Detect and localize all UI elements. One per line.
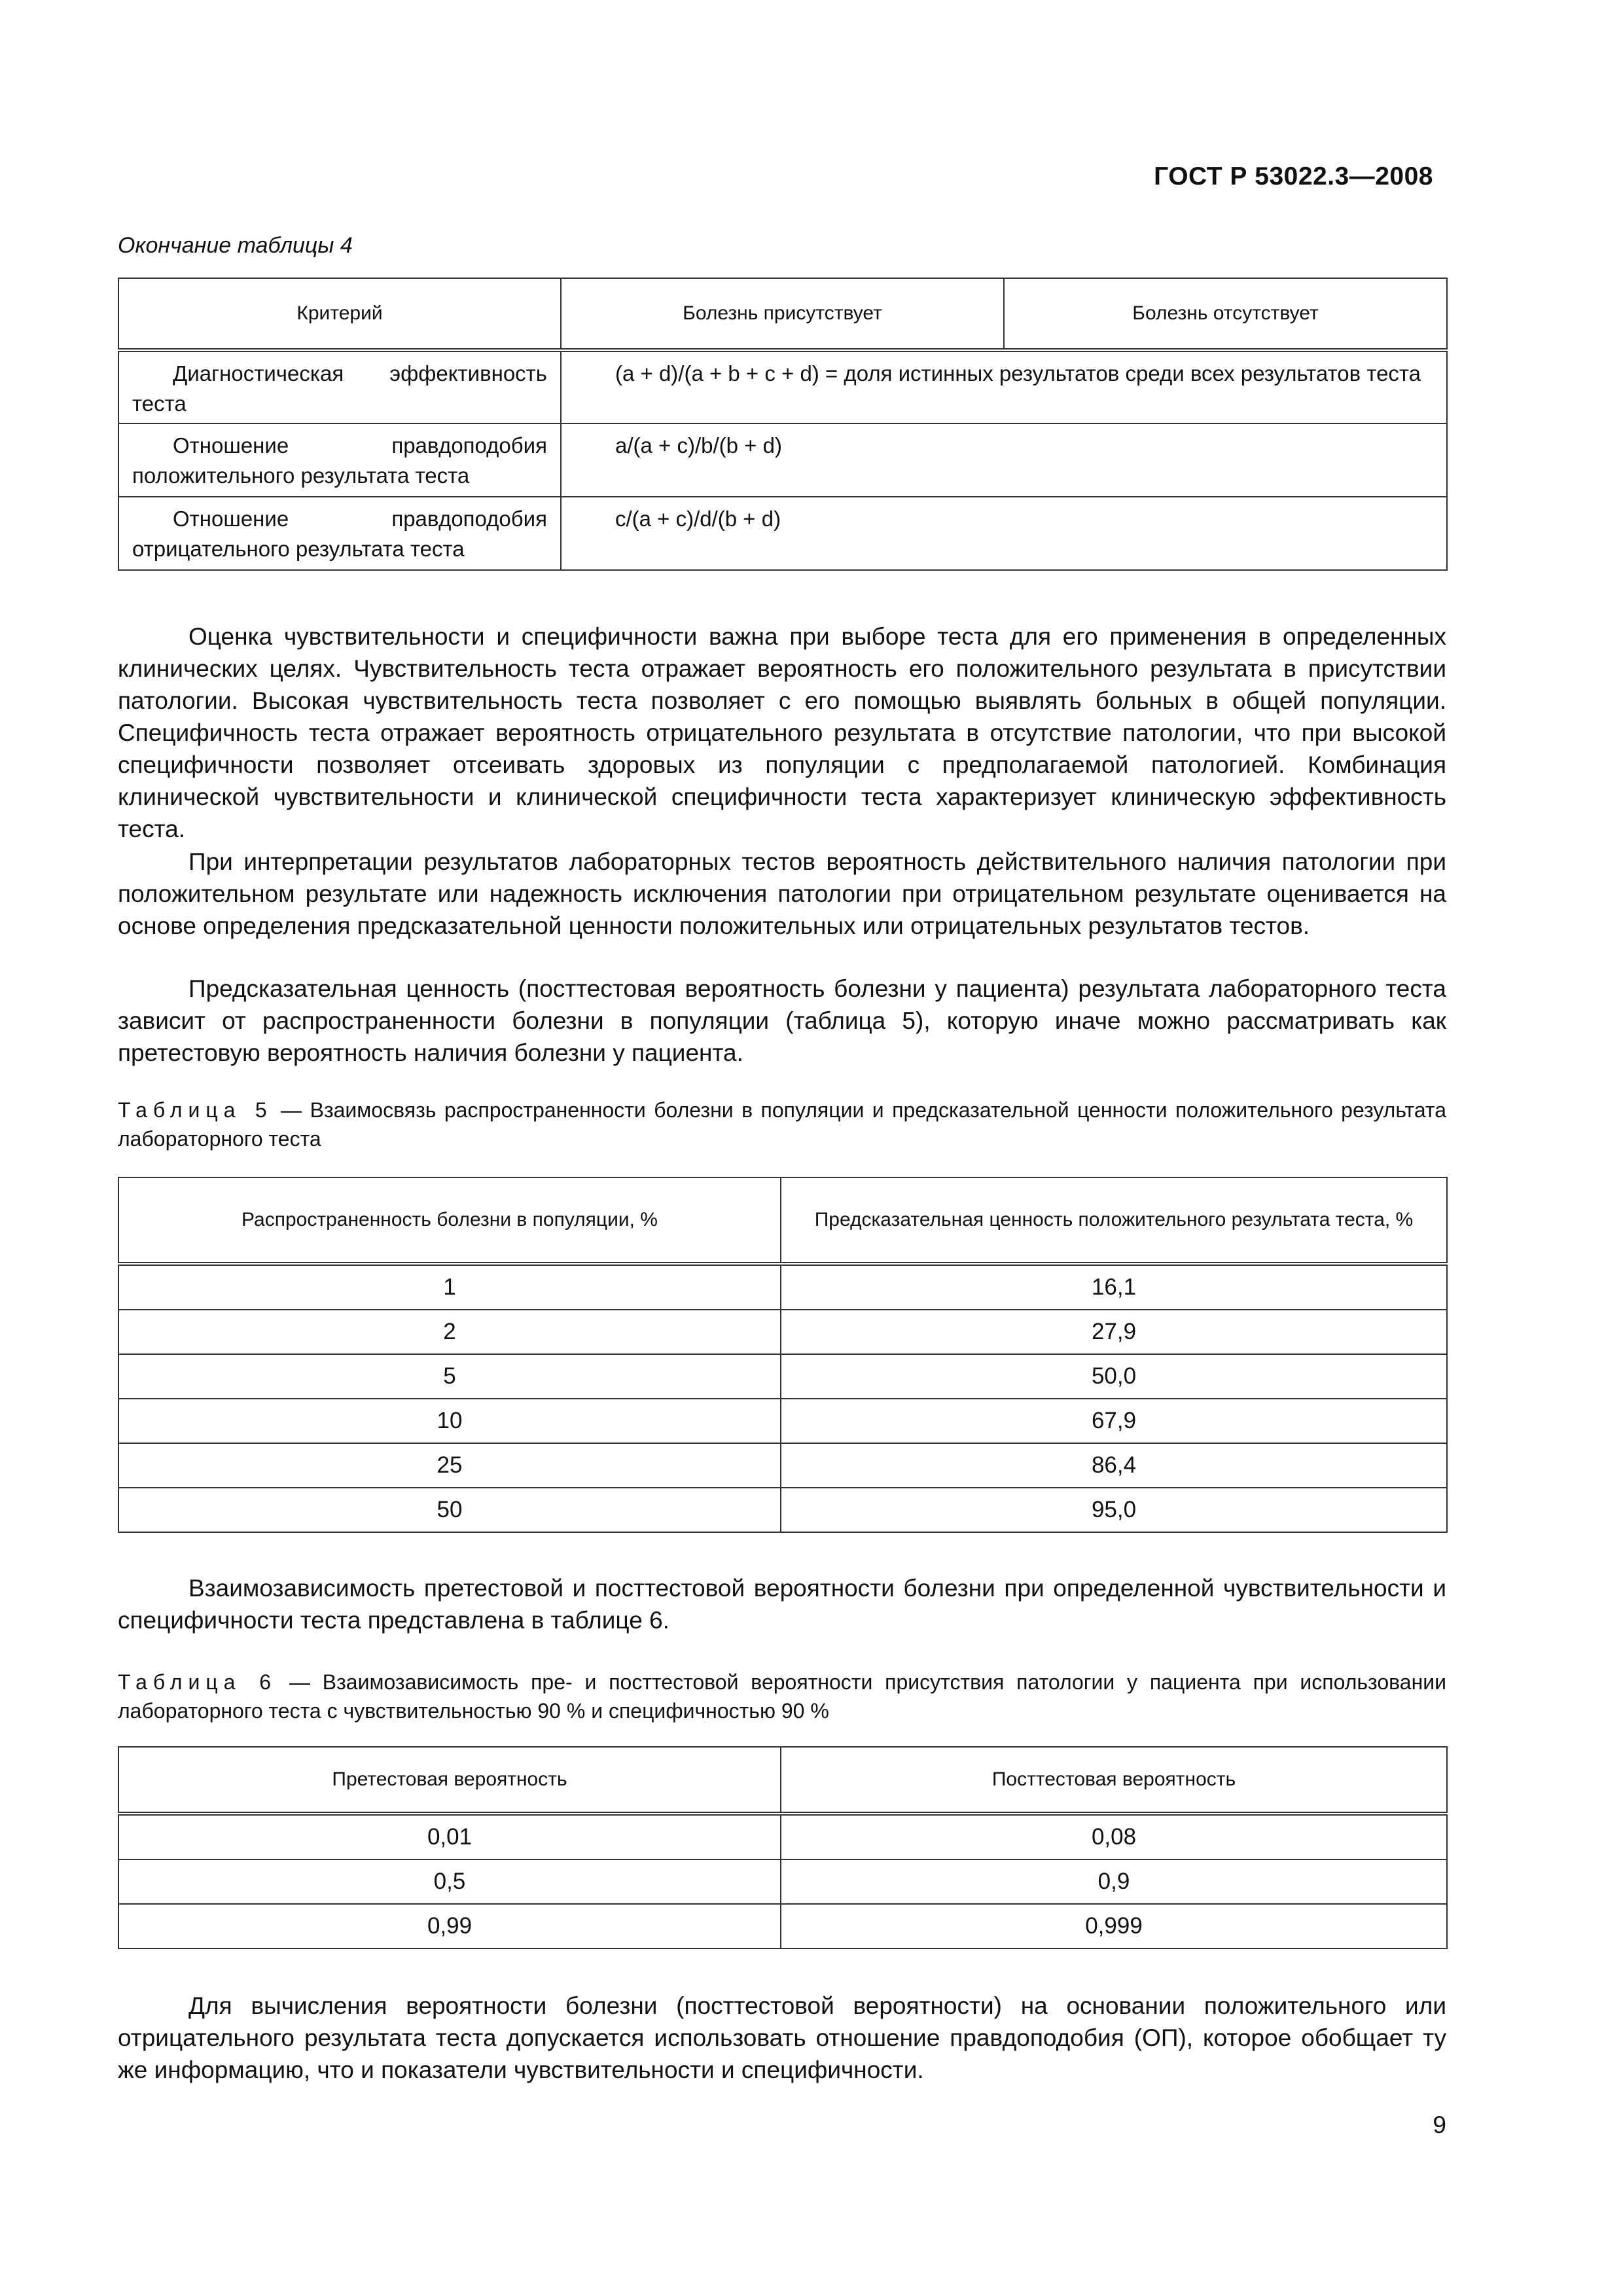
table-row: [118, 1814, 1447, 1859]
table6-cell: 0,99: [118, 1904, 781, 1948]
table5-header-cell: Распространенность болезни в популяции, %: [118, 1177, 781, 1264]
document-id: ГОСТ Р 53022.3—2008: [1154, 162, 1433, 190]
table-row: [118, 1310, 1447, 1354]
table6-header-row: [118, 1747, 1447, 1814]
paragraph-interpretation: При интерпретации результатов лабораторных тестов вероятность действительного наличия патологии при положительном результате или надежность исключения патологии при отрицательном результате оценивается на основе определения предсказательной ценности положительных или отрицательных результатов тестов.: [118, 848, 1446, 939]
table6-cell: 0,999: [781, 1904, 1447, 1948]
table6-cell: 0,5: [118, 1859, 781, 1904]
table6-cell: 0,01: [118, 1814, 781, 1859]
table5-cell: 50,0: [781, 1354, 1447, 1399]
table6-caption-text: — Взаимозависимость пре- и посттестовой вероятности присутствия патологии у пациента при использовании лабораторного теста с чувствительностью 90 % и специфичностью 90 %: [118, 1670, 1447, 1723]
table6-header-cell: Посттестовая вероятность: [781, 1747, 1447, 1814]
table5-cell: 1: [118, 1264, 781, 1310]
table5-header-cell: Предсказательная ценность положительного результата теста, %: [781, 1177, 1447, 1264]
paragraph-likelihood-ratio: Для вычисления вероятности болезни (посттестовой вероятности) на основании положительного или отрицательного результата теста допускается использовать отношение правдоподобия (ОП), которое обобщает ту же информацию, что и показатели чувствительности и специфичности.: [118, 1992, 1446, 2083]
table4-formula-cell: a/(a + c)/b/(b + d): [561, 423, 1447, 497]
table6-caption-label: Таблица 6: [118, 1670, 277, 1694]
table5: [118, 1177, 1448, 1533]
table5-cell: 2: [118, 1310, 781, 1354]
paragraph-sensitivity: Оценка чувствительности и специфичности важна при выборе теста для его применения в определенных клинических целях. Чувствительность теста отражает вероятность его положительного результата в присутствии патологии. Высокая чувствительность теста позволяет с его помощью выявлять больных в общей популяции. Специфичность теста отражает вероятность отрицательного результата в отсутствие патологии, что при высокой специфичности позволяет отсеивать здоровых из популяции с предполагаемой патологией. Комбинация клинической чувствительности и клинической специфичности теста характеризует клиническую эффективность теста.: [118, 623, 1446, 842]
table6-cell: 0,9: [781, 1859, 1447, 1904]
table4-criterion-cell: Диагностическая эффективность теста: [118, 350, 561, 423]
table4-row: [118, 497, 1447, 570]
table4-row: [118, 423, 1447, 497]
table5-cell: 50: [118, 1488, 781, 1532]
table5-cell: 25: [118, 1443, 781, 1488]
table-row: [118, 1264, 1447, 1310]
table5-caption-text: — Взаимосвязь распространенности болезни в популяции и предсказательной ценности положительного результата лабораторного теста: [118, 1098, 1447, 1151]
table4-criterion-cell: Отношение правдоподобия отрицательного результата теста: [118, 497, 561, 570]
table5-cell: 86,4: [781, 1443, 1447, 1488]
table5-cell: 16,1: [781, 1264, 1447, 1310]
table5-cell: 95,0: [781, 1488, 1447, 1532]
table4-row: [118, 350, 1447, 423]
table4-formula-cell: c/(a + c)/d/(b + d): [561, 497, 1447, 570]
table6-caption: [118, 1668, 1446, 1725]
page-number: 9: [1433, 2111, 1446, 2138]
paragraph-predictive-value: Предсказательная ценность (посттестовая вероятность болезни у пациента) результата лабораторного теста зависит от распространенности болезни в популяции (таблица 5), которую иначе можно рассматривать как претестовую вероятность наличия болезни у пациента.: [118, 975, 1446, 1066]
table4-continuation-label: Окончание таблицы 4: [118, 233, 353, 258]
table5-header-row: [118, 1177, 1447, 1264]
table5-caption-label: Таблица 5: [118, 1098, 273, 1122]
table4-header-row: [118, 278, 1447, 350]
table5-caption: [118, 1096, 1446, 1153]
table5-cell: 10: [118, 1399, 781, 1443]
table-row: [118, 1859, 1447, 1904]
table6-cell: 0,08: [781, 1814, 1447, 1859]
table5-cell: 5: [118, 1354, 781, 1399]
table-row: [118, 1904, 1447, 1948]
table4-criterion-cell: Отношение правдоподобия положительного результата теста: [118, 423, 561, 497]
table4-header-cell: Критерий: [118, 278, 561, 350]
table6-header-cell: Претестовая вероятность: [118, 1747, 781, 1814]
table4-header-cell: Болезнь отсутствует: [1004, 278, 1447, 350]
table-row: [118, 1443, 1447, 1488]
table-row: [118, 1354, 1447, 1399]
table4-formula-cell: (a + d)/(a + b + c + d) = доля истинных результатов среди всех результатов теста: [561, 350, 1447, 423]
paragraph-pre-post-test: Взаимозависимость претестовой и посттестовой вероятности болезни при определенной чувствительности и специфичности теста представлена в таблице 6.: [118, 1575, 1446, 1634]
table5-cell: 67,9: [781, 1399, 1447, 1443]
table-row: [118, 1488, 1447, 1532]
table-row: [118, 1399, 1447, 1443]
table4: [118, 278, 1448, 571]
table6: [118, 1746, 1448, 1949]
table4-header-cell: Болезнь присутствует: [561, 278, 1004, 350]
table5-cell: 27,9: [781, 1310, 1447, 1354]
